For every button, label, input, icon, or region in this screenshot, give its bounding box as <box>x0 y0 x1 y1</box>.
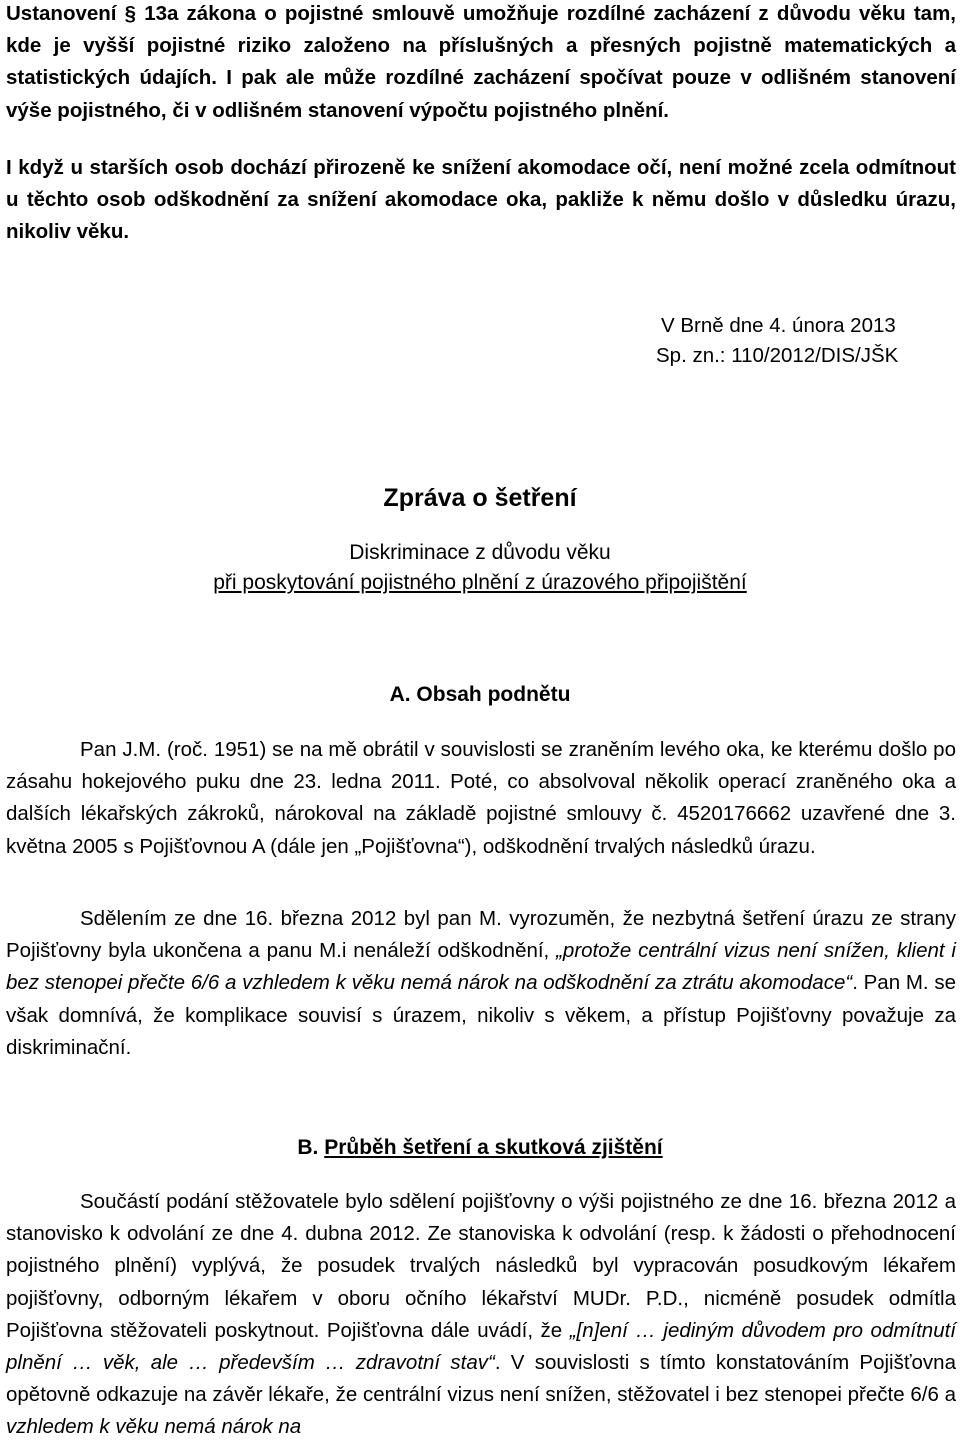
section-a-paragraph-2 <box>6 903 956 1064</box>
dateline <box>656 311 960 371</box>
section-b-paragraph-1-mid: . V souvislosti s tímto konstatováním Pojišťovna opětovně odkazuje na závěr lékaře, že centrální vizus není snížen, stěžovatel i bez stenopei přečte 6/6 a <box>6 1351 956 1407</box>
insurer-quote: „protože centrální vizus není snížen, klient i bez stenopei přečte 6/6 a vzhledem k věku nemá nárok na odškodnění za ztrátu akomodace“ <box>6 939 956 995</box>
section-a-paragraph-2-end: . Pan M. se však domnívá, že komplikace souvisí s úrazem, nikoliv s věkem, a přístup Pojišťovny považuje za diskriminační. <box>6 971 957 1059</box>
section-a-heading: A. Obsah podnětu <box>389 683 571 706</box>
section-b-title: Průběh šetření a skutková zjištění <box>324 1136 663 1159</box>
section-b-paragraph-1 <box>6 1186 956 1444</box>
report-subtitle-line-2: při poskytování pojistného plnění z úrazového připojištění <box>213 571 747 594</box>
place-and-date: V Brně dne 4. února 2013 <box>661 314 896 337</box>
section-a-paragraph-2-start: Sdělením ze dne 16. března 2012 byl pan M. vyrozuměn, že nezbytná šetření úrazu ze strany Pojišťovny byla ukončena a panu M.i nenáleží odškodnění, <box>6 907 956 963</box>
report-subtitle-line-1: Diskriminace z důvodu věku <box>349 541 611 564</box>
section-symbol: § <box>124 2 137 25</box>
intro-paragraph-1 <box>6 0 956 127</box>
section-b-heading <box>0 1131 960 1165</box>
age-quote-fragment: vzhledem k věku nemá nárok na <box>6 1415 302 1439</box>
report-title: Zpráva o šetření <box>383 484 577 512</box>
section-a-paragraph-1: Pan J.M. (roč. 1951) se na mě obrátil v souvislosti se zraněním levého oka, ke kterému došlo po zásahu hokejového puku dne 23. ledna 2011. Poté, co absolvoval několik operací zraněného oka a dalších lékařských zákroků, nárokoval na základě pojistné smlouvy č. 4520176662 uzavřené dne 3. května 2005 s Pojišťovnou A (dále jen „Pojišťovna“), odškodnění trvalých následků úrazu. <box>6 738 956 858</box>
reference-number: Sp. zn.: 110/2012/DIS/JŠK <box>656 344 899 367</box>
intro-paragraph-1-start: Ustanovení <box>6 2 125 25</box>
insurer-statement-quote: „[n]ení … jediným důvodem pro odmítnutí plnění … věk, ale … především … zdravotní stav“ <box>6 1318 957 1375</box>
intro-paragraph-1-rest: 13a zákona o pojistné smlouvě umožňuje rozdílné zacházení z důvodu věku tam, kde je vyšší pojistné riziko založeno na příslušných a přesných pojistně matematických a statistických údajích. I pak ale může rozdílné zacházení spočívat pouze v odlišném stanovení výše pojistného, či v odlišném stanovení výpočtu pojistného plnění. <box>6 2 957 122</box>
section-b-letter: B. <box>297 1136 319 1159</box>
intro-paragraph-2: I když u starších osob dochází přirozeně ke snížení akomodace očí, není možné zcela odmítnout u těchto osob odškodnění za snížení akomodace oka, pakliže k němu došlo v důsledku úrazu, nikoliv věku. <box>6 156 956 244</box>
section-b-paragraph-1-start: Součástí podání stěžovatele bylo sdělení pojišťovny o výši pojistného ze dne 16. března 2012 a stanovisko k odvolání ze dne 4. dubna 2012. Ze stanoviska k odvolání (resp. k žádosti o přehodnocení pojistného plnění) vyplývá, že posudek trvalých následků byl vypracován posudkovým lékařem pojišťovny, odborným lékařem v oboru očního lékařství MUDr. P.D., nicméně posudek odmítla Pojišťovna stěžovateli poskytnout. Pojišťovna dále uvádí, že <box>6 1190 956 1342</box>
